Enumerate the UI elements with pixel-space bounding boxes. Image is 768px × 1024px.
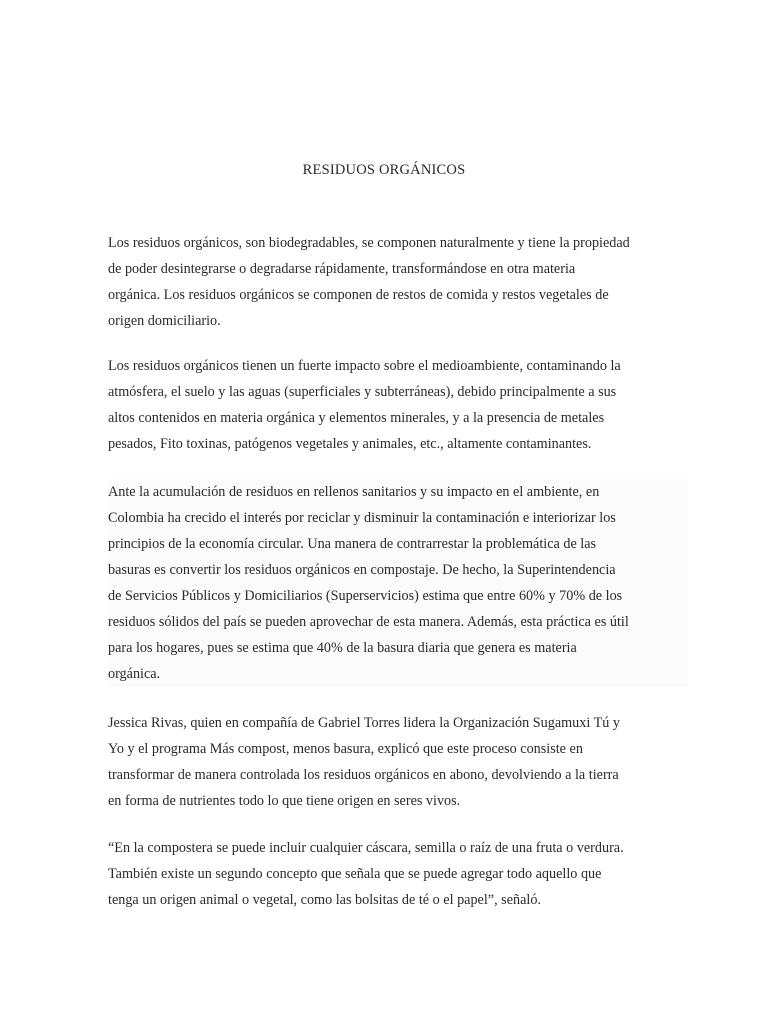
paragraph-line: Ante la acumulación de residuos en rellenos sanitarios y su impacto en el ambiente, en bbox=[108, 484, 600, 500]
paragraph-line: residuos sólidos del país se pueden aprovechar de esta manera. Además, esta práctica es útil bbox=[108, 614, 629, 630]
paragraph-line: principios de la economía circular. Una manera de contrarrestar la problemática de las bbox=[108, 536, 597, 552]
paragraph-3 bbox=[108, 479, 688, 687]
paragraph-line: de poder desintegrarse o degradarse rápidamente, transformándose en otra materia bbox=[108, 261, 576, 277]
paragraph-4 bbox=[108, 710, 688, 814]
paragraph-line: de Servicios Públicos y Domiciliarios (Superservicios) estima que entre 60% y 70% de los bbox=[108, 588, 623, 604]
paragraph-line: transformar de manera controlada los residuos orgánicos en abono, devolviendo a la tierra bbox=[108, 767, 619, 783]
paragraph-line: Jessica Rivas, quien en compañía de Gabriel Torres lidera la Organización Sugamuxi Tú y bbox=[108, 715, 620, 731]
paragraph-line: Colombia ha crecido el interés por reciclar y disminuir la contaminación e interiorizar los bbox=[108, 510, 616, 526]
paragraph-5 bbox=[108, 835, 688, 913]
paragraph-line: para los hogares, pues se estima que 40% de la basura diaria que genera es materia bbox=[108, 640, 577, 656]
paragraph-line: basuras es convertir los residuos orgánicos en compostaje. De hecho, la Superintendencia bbox=[108, 562, 616, 578]
paragraph-line: en forma de nutrientes todo lo que tiene origen en seres vivos. bbox=[108, 793, 461, 809]
paragraph-line: Yo y el programa Más compost, menos basura, explicó que este proceso consiste en bbox=[108, 741, 583, 757]
document-title: RESIDUOS ORGÁNICOS bbox=[302, 162, 466, 178]
paragraph-line: “En la compostera se puede incluir cualquier cáscara, semilla o raíz de una fruta o verdura. bbox=[108, 840, 624, 856]
paragraph-line: Los residuos orgánicos tienen un fuerte impacto sobre el medioambiente, contaminando la bbox=[108, 358, 621, 374]
paragraph-line: orgánica. Los residuos orgánicos se componen de restos de comida y restos vegetales de bbox=[108, 287, 609, 303]
paragraph-line: También existe un segundo concepto que señala que se puede agregar todo aquello que bbox=[108, 866, 602, 882]
paragraph-line: orgánica. bbox=[108, 666, 161, 682]
paragraph-line: Los residuos orgánicos, son biodegradables, se componen naturalmente y tiene la propiedad bbox=[108, 235, 630, 251]
paragraph-2 bbox=[108, 353, 688, 457]
paragraph-line: tenga un origen animal o vegetal, como las bolsitas de té o el papel”, señaló. bbox=[108, 892, 541, 908]
paragraph-line: pesados, Fito toxinas, patógenos vegetales y animales, etc., altamente contaminantes. bbox=[108, 436, 592, 452]
paragraph-line: altos contenidos en materia orgánica y elementos minerales, y a la presencia de metales bbox=[108, 410, 605, 426]
paragraph-1 bbox=[108, 230, 688, 334]
paragraph-line: origen domiciliario. bbox=[108, 313, 221, 329]
paragraph-line: atmósfera, el suelo y las aguas (superficiales y subterráneas), debido principalmente a sus bbox=[108, 384, 617, 400]
